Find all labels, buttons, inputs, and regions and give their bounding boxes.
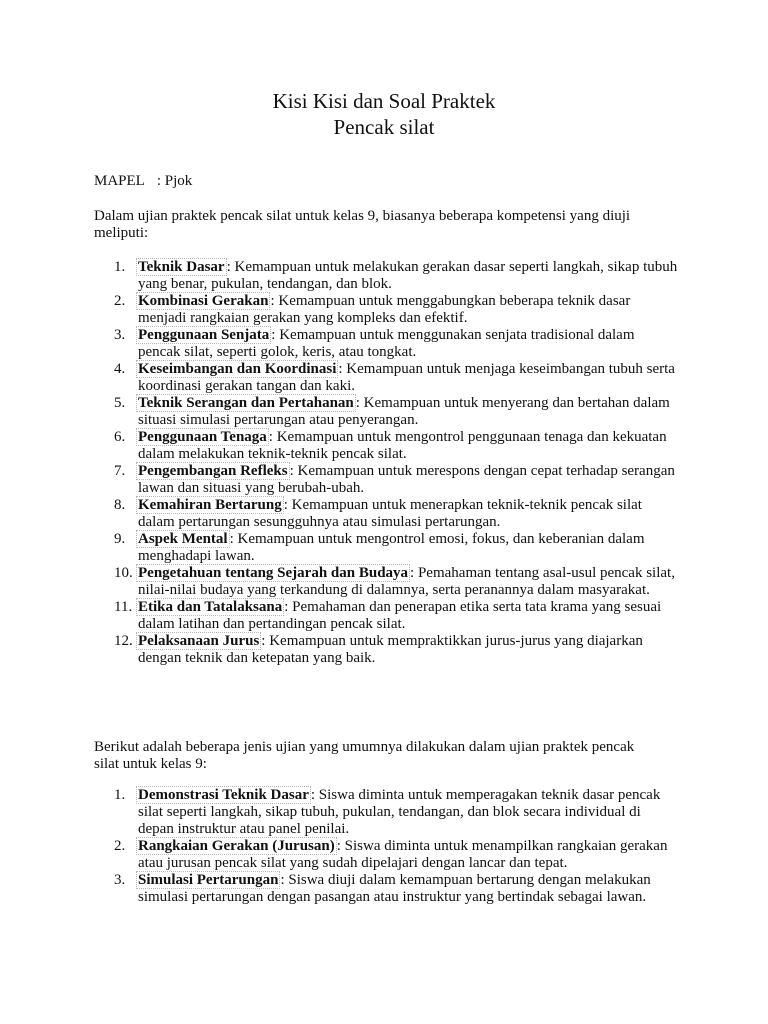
list-term: Aspek Mental [138, 531, 228, 547]
list-number: 9. [114, 531, 126, 547]
list-number: 2. [114, 838, 126, 854]
subject-line [94, 173, 694, 190]
list-term: Kemahiran Bertarung [138, 497, 282, 513]
list-term: Penggunaan Tenaga [138, 429, 267, 445]
competency-item [94, 633, 678, 667]
list-number: 3. [114, 872, 126, 888]
list-number: 8. [114, 497, 126, 513]
exam-item [94, 787, 678, 838]
list-description: : Kemampuan untuk menyerang dan bertahan dalam situasi simulasi pertarungan atau penyerangan. [138, 395, 670, 428]
subject-value: : Pjok [156, 173, 193, 189]
list-description: : Kemampuan untuk melakukan gerakan dasar seperti langkah, sikap tubuh yang benar, pukulan, tendangan, dan blok. [138, 259, 678, 292]
list-term: Keseimbangan dan Koordinasi [138, 361, 337, 377]
competency-item [94, 599, 678, 633]
list-description: : Kemampuan untuk menggunakan senjata tradisional dalam pencak silat, seperti golok, keris, atau tongkat. [138, 327, 635, 360]
competency-item [94, 259, 678, 293]
competency-item [94, 293, 678, 327]
list-term: Rangkaian Gerakan (Jurusan) [138, 838, 335, 854]
list-description: : Siswa diminta untuk memperagakan teknik dasar pencak silat seperti langkah, sikap tubuh, pukulan, tendangan, dan blok secara individual di depan instruktur atau panel penilai. [138, 787, 661, 837]
competency-item [94, 361, 678, 395]
list-number: 12. [114, 633, 133, 649]
exam-intro: Berikut adalah beberapa jenis ujian yang umumnya dilakukan dalam ujian praktek pencak silat untuk kelas 9: [94, 739, 635, 772]
competency-item [94, 531, 678, 565]
list-description: : Siswa diuji dalam kemampuan bertarung dengan melakukan simulasi pertarungan dengan pasangan atau instruktur yang bertindak sebagai lawan. [138, 872, 651, 905]
competency-intro: Dalam ujian praktek pencak silat untuk kelas 9, biasanya beberapa kompetensi yang diuji meliputi: [94, 208, 631, 241]
exam-list [94, 787, 694, 906]
list-term: Teknik Serangan dan Pertahanan [138, 395, 354, 411]
list-description: : Kemampuan untuk mengontrol penggunaan tenaga dan kekuatan dalam melakukan teknik-teknik pencak silat. [138, 429, 667, 462]
competency-item [94, 565, 678, 599]
list-description: : Kemampuan untuk mengontrol emosi, fokus, dan keberanian dalam menghadapi lawan. [138, 531, 645, 564]
list-number: 4. [114, 361, 126, 377]
list-number: 6. [114, 429, 126, 445]
title-line-1: Kisi Kisi dan Soal Praktek [272, 89, 496, 113]
list-description: : Pemahaman tentang asal-usul pencak silat, nilai-nilai budaya yang terkandung di dalamnya, serta peranannya dalam masyarakat. [138, 565, 675, 598]
list-number: 3. [114, 327, 126, 343]
list-description: : Siswa diminta untuk menampilkan rangkaian gerakan atau jurusan pencak silat yang sudah dipelajari dengan lancar dan tepat. [138, 838, 668, 871]
list-term: Kombinasi Gerakan [138, 293, 269, 309]
list-number: 10. [114, 565, 133, 581]
list-term: Simulasi Pertarungan [138, 872, 279, 888]
competency-item [94, 463, 678, 497]
list-term: Penggunaan Senjata [138, 327, 270, 343]
competency-item [94, 429, 678, 463]
list-description: : Kemampuan untuk merespons dengan cepat terhadap serangan lawan dan situasi yang berubah-ubah. [138, 463, 675, 496]
list-number: 11. [114, 599, 133, 615]
competency-item [94, 327, 678, 361]
document-title [0, 88, 768, 140]
list-number: 1. [114, 787, 126, 803]
list-description: : Kemampuan untuk mempraktikkan jurus-jurus yang diajarkan dengan teknik dan ketepatan yang baik. [138, 633, 643, 666]
exam-item [94, 872, 678, 906]
list-description: : Pemahaman dan penerapan etika serta tata krama yang sesuai dalam latihan dan pertandingan pencak silat. [138, 599, 662, 632]
competency-list [94, 259, 694, 667]
list-number: 7. [114, 463, 126, 479]
list-term: Teknik Dasar [138, 259, 225, 275]
list-term: Pengetahuan tentang Sejarah dan Budaya [138, 565, 409, 581]
competency-item [94, 497, 678, 531]
list-description: : Kemampuan untuk menjaga keseimbangan tubuh serta koordinasi gerakan tangan dan kaki. [138, 361, 675, 394]
list-description: : Kemampuan untuk menggabungkan beberapa teknik dasar menjadi rangkaian gerakan yang kompleks dan efektif. [138, 293, 631, 326]
list-term: Demonstrasi Teknik Dasar [138, 787, 309, 803]
title-line-2: Pencak silat [333, 115, 435, 139]
subject-label: MAPEL [94, 173, 145, 189]
list-number: 2. [114, 293, 126, 309]
list-term: Pelaksanaan Jurus [138, 633, 260, 649]
list-term: Etika dan Tatalaksana [138, 599, 283, 615]
list-description: : Kemampuan untuk menerapkan teknik-teknik pencak silat dalam pertarungan sesungguhnya atau simulasi pertarungan. [138, 497, 642, 530]
exam-item [94, 838, 678, 872]
competency-item [94, 395, 678, 429]
list-number: 5. [114, 395, 126, 411]
list-term: Pengembangan Refleks [138, 463, 288, 479]
list-number: 1. [114, 259, 126, 275]
